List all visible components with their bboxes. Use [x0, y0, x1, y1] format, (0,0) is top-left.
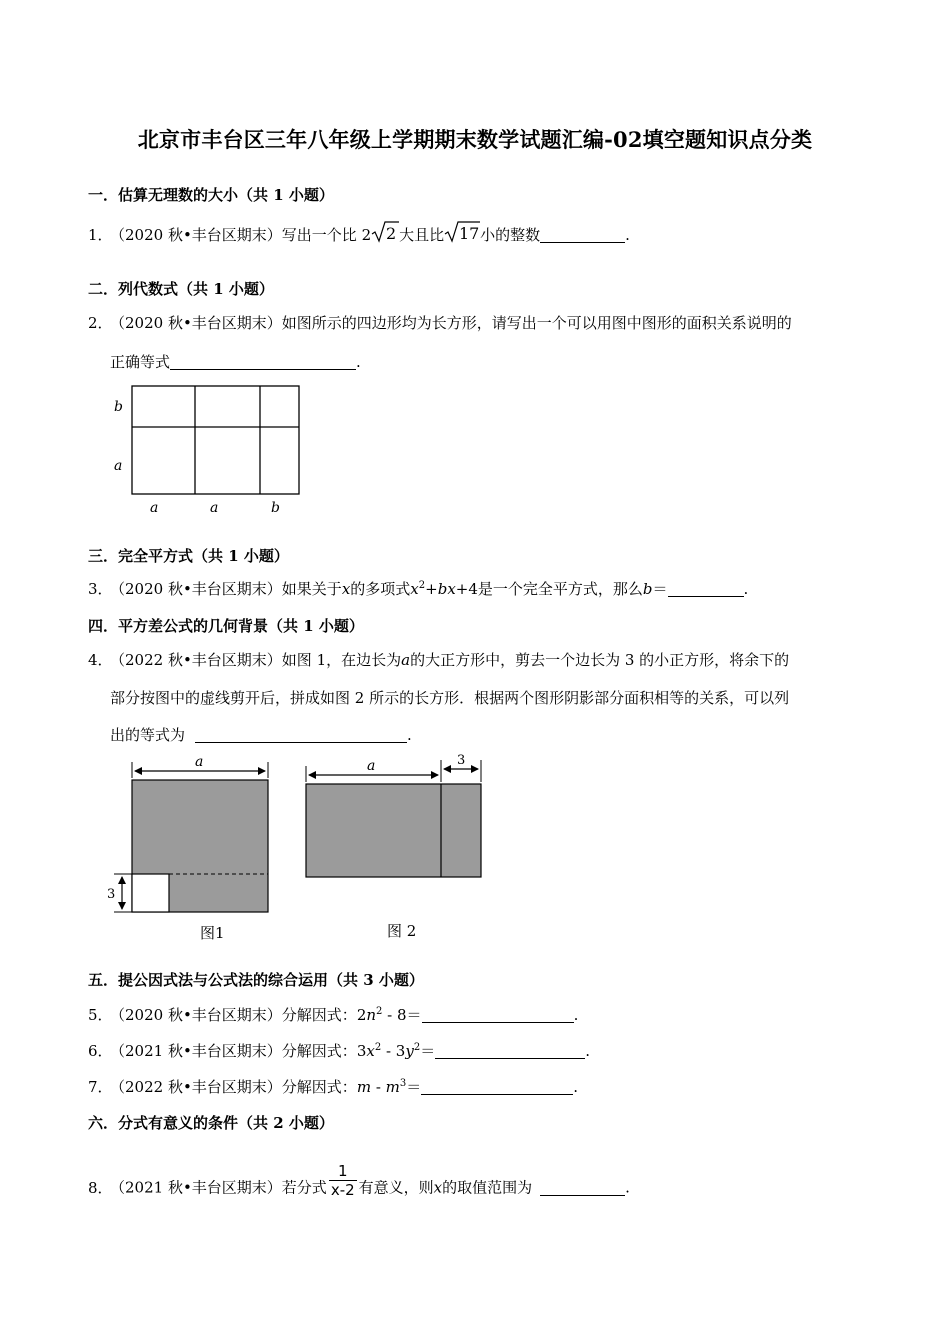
answer-blank[interactable]: [540, 1179, 625, 1196]
svg-text:a: a: [195, 754, 204, 770]
label-b: b: [271, 500, 280, 516]
answer-blank[interactable]: [422, 1006, 574, 1023]
question-source: （2020 秋•丰台区期末）: [110, 226, 282, 244]
section-heading-6: 六．分式有意义的条件（共 2 小题）: [88, 1114, 334, 1132]
section-heading-3: 三．完全平方式（共 1 小题）: [88, 547, 289, 565]
svg-text:3: 3: [457, 753, 466, 768]
question-2-cont: 正确等式 .: [110, 353, 361, 371]
label-a: a: [210, 500, 219, 516]
figure-caption: 图 2: [387, 922, 417, 940]
section-heading-4: 四．平方差公式的几何背景（共 1 小题）: [88, 617, 364, 635]
figure-1: [100, 752, 280, 947]
answer-blank[interactable]: [170, 353, 356, 370]
answer-blank[interactable]: [668, 580, 744, 597]
sqrt-2: [371, 220, 399, 249]
figure-caption: 图1: [200, 924, 225, 942]
svg-text:3: 3: [107, 887, 116, 902]
question-7: 7．（2022 秋•丰台区期末）分解因式：$m - m^3=$ .: [88, 1078, 579, 1096]
fraction: $\frac{1}{x-2}$: [330, 1162, 355, 1199]
label-b: b: [114, 399, 123, 415]
answer-blank[interactable]: [540, 226, 625, 243]
section-heading-1: 一．估算无理数的大小（共 1 小题）: [88, 186, 334, 204]
question-6: 6．（2021 秋•丰台区期末）分解因式：$3x^2 - 3y^2=$ .: [88, 1042, 591, 1060]
section-heading-2: 二．列代数式（共 1 小题）: [88, 280, 274, 298]
question-2: 2．（2020 秋•丰台区期末）如图所示的四边形均为长方形，请写出一个可以用图中图形的面积关系说明的: [88, 314, 792, 332]
figure-2: [295, 752, 495, 947]
svg-text:a: a: [367, 758, 376, 774]
question-4: 4．（2022 秋•丰台区期末）如图 1，在边长为a的大正方形中，剪去一个边长为 3 的小正方形，将余下的: [88, 651, 790, 669]
question-1: 1．（2020 秋•丰台区期末）写出一个比 2 2 大且比 17 小的整数 .: [88, 220, 630, 249]
rectangle-figure: [100, 380, 320, 520]
question-8: 8．（2021 秋•丰台区期末）若分式 $\frac{1}{x-2}$ 有意义，则x的取值范围为 .: [88, 1162, 630, 1199]
question-5: 5．（2020 秋•丰台区期末）分解因式：$2n^2 - 8=$ .: [88, 1006, 579, 1024]
answer-blank[interactable]: [435, 1042, 585, 1059]
section-heading-5: 五．提公因式法与公式法的综合运用（共 3 小题）: [88, 971, 424, 989]
question-4-cont: 部分按图中的虚线剪开后，拼成如图 2 所示的长方形．根据两个图形阴影部分面积相等的关系，可以列: [110, 689, 790, 707]
question-3: 3．（2020 秋•丰台区期末）如果关于x的多项式$x^2+bx+4$是一个完全平方式，那么b＝ .: [88, 580, 749, 598]
question-4-cont: 出的等式为 .: [110, 726, 412, 744]
label-a: a: [114, 458, 123, 474]
question-number: 1．: [88, 226, 113, 244]
svg-text:2: 2: [386, 224, 397, 243]
sqrt-17: [444, 220, 480, 249]
page-title: 北京市丰台区三年八年级上学期期末数学试题汇编-02填空题知识点分类: [137, 127, 813, 152]
answer-blank[interactable]: [421, 1078, 573, 1095]
svg-text:17: 17: [459, 224, 480, 243]
label-a: a: [150, 500, 159, 516]
answer-blank[interactable]: [195, 726, 407, 743]
